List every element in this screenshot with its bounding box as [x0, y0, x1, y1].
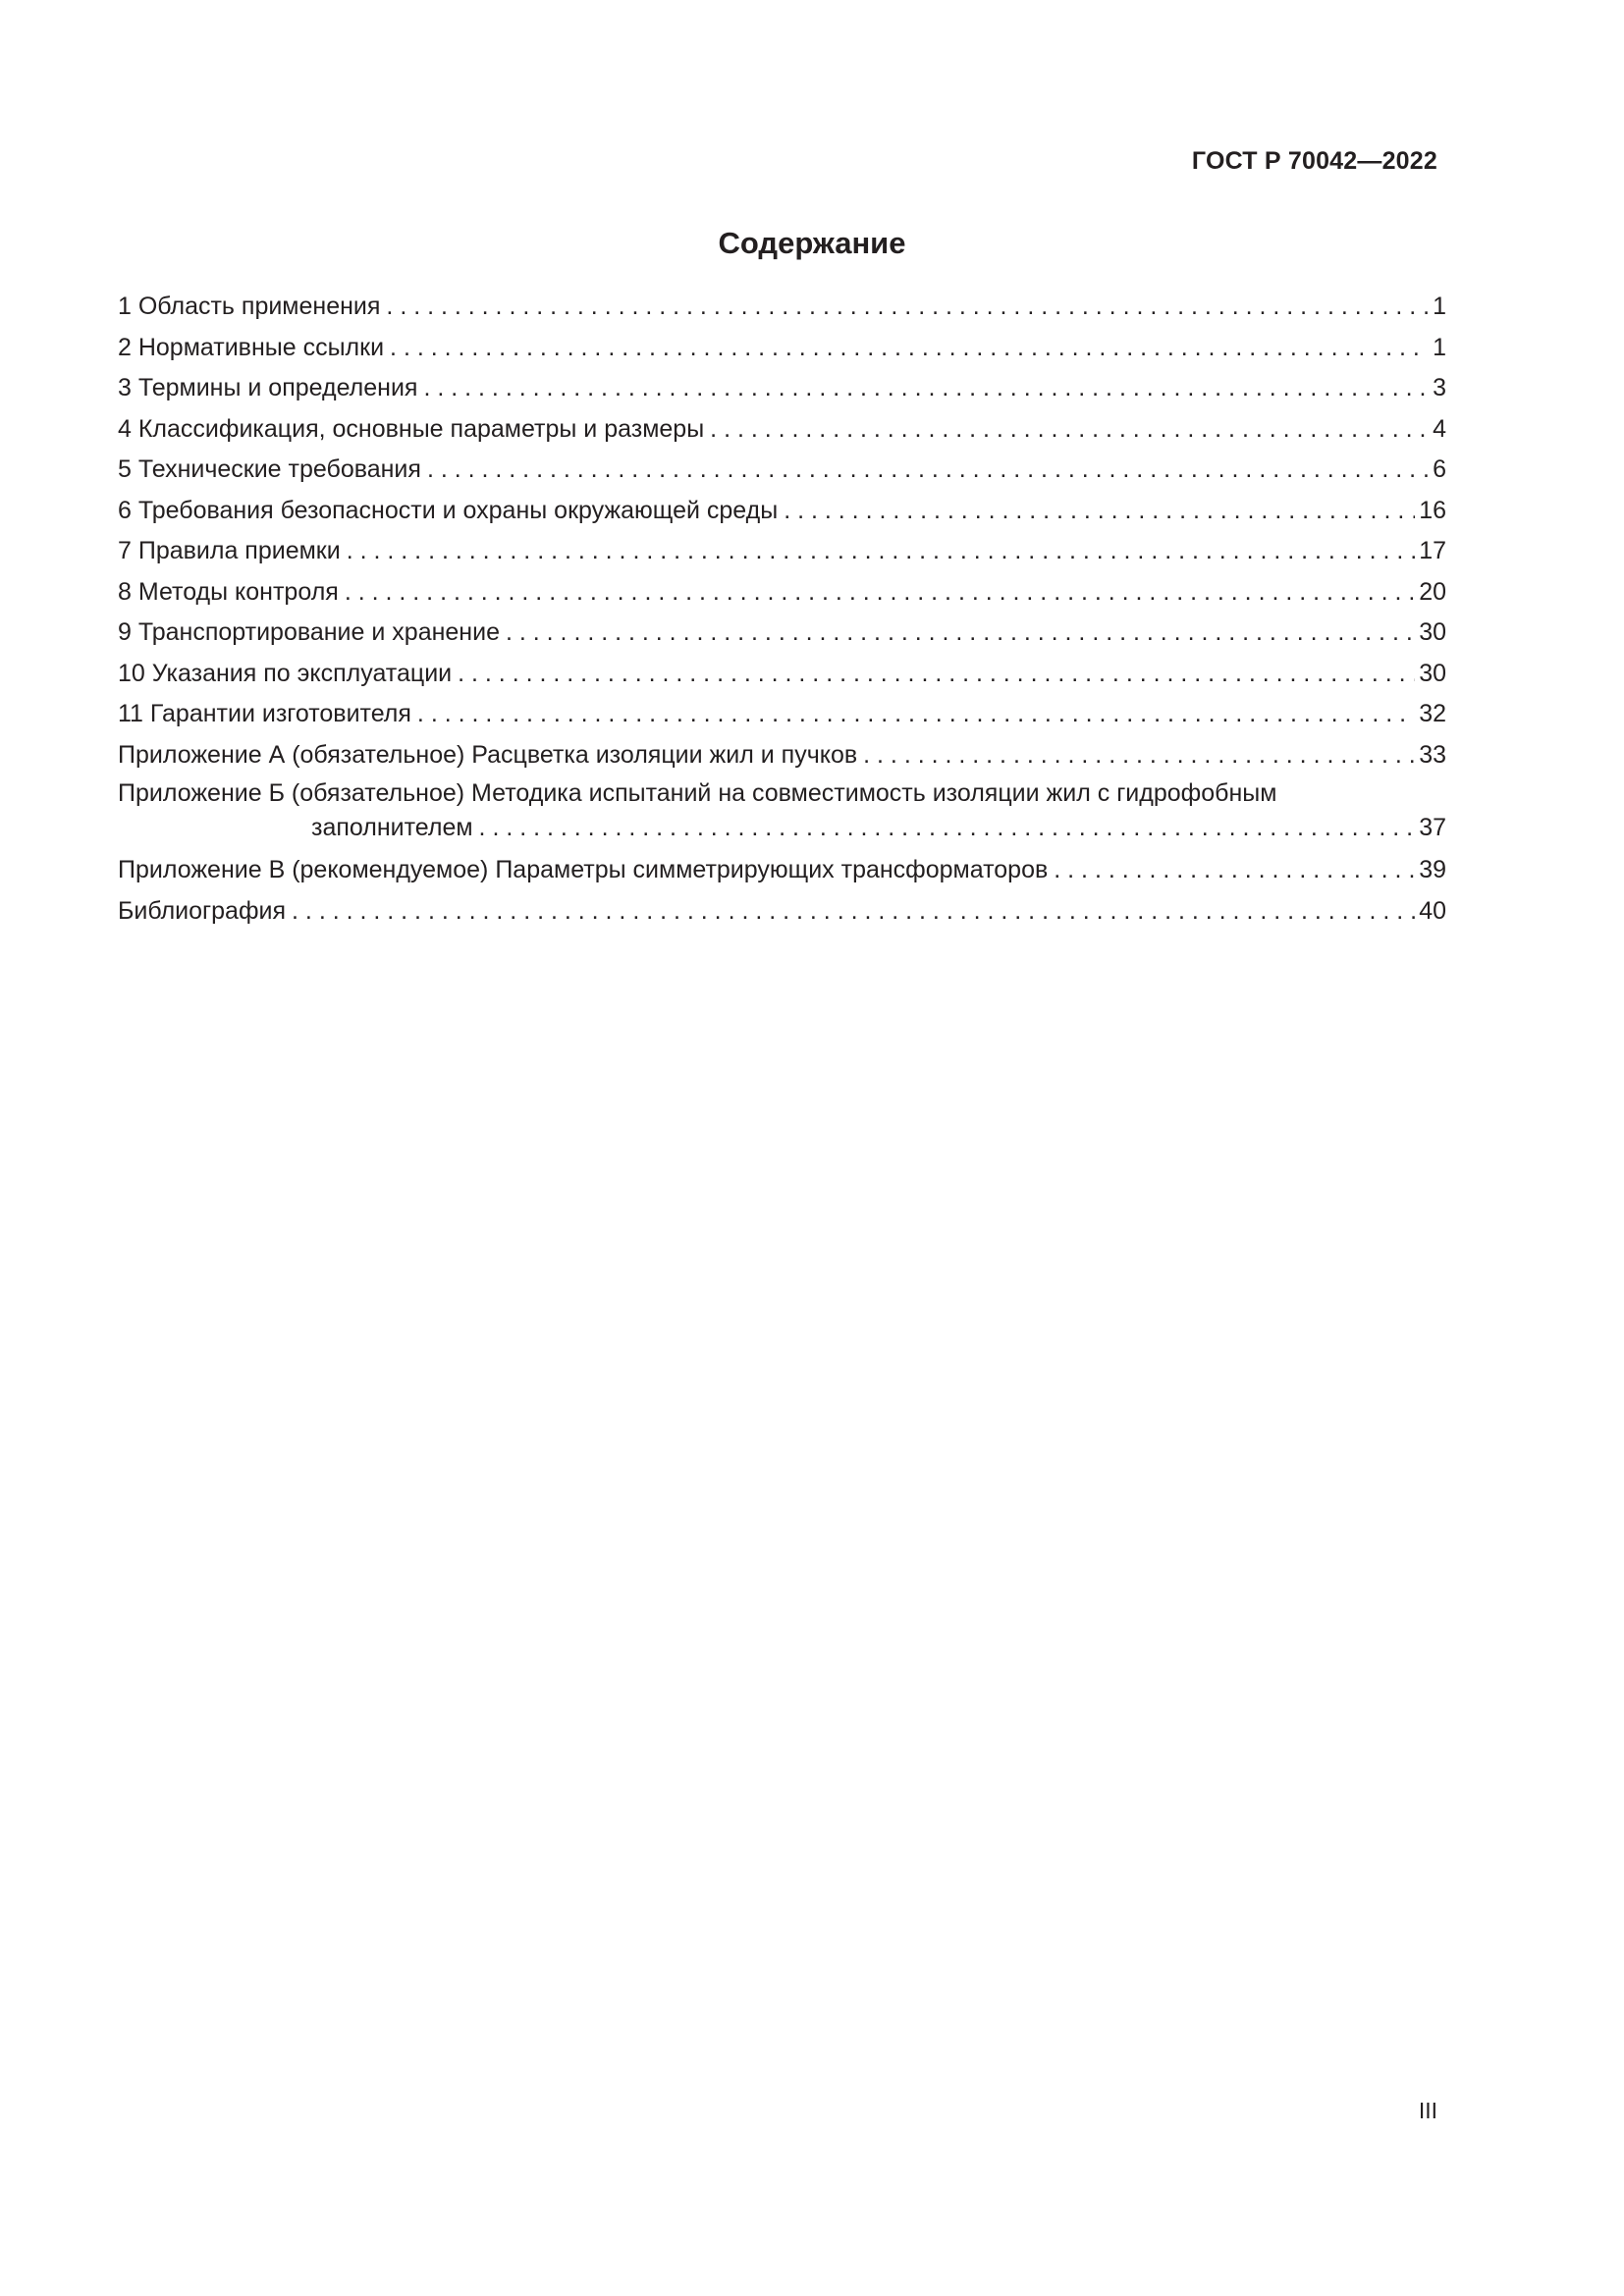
toc-entry[interactable] [118, 775, 1446, 850]
toc-entry[interactable] [118, 287, 1446, 328]
toc-entry-page: 32 [1419, 700, 1446, 727]
toc-entry[interactable] [118, 891, 1446, 933]
toc-entry[interactable] [118, 368, 1446, 409]
toc-entry-continuation-line [118, 811, 1446, 850]
toc-entry-page: 37 [1419, 814, 1446, 841]
toc-dot-leader [458, 654, 1415, 695]
toc-entry[interactable] [118, 531, 1446, 572]
toc-entry-label: 3 Термины и определения [118, 374, 418, 401]
toc-entry-page: 30 [1419, 618, 1446, 646]
toc-dot-leader [292, 891, 1415, 933]
toc-entry[interactable] [118, 409, 1446, 451]
toc-dot-leader [1054, 850, 1415, 891]
toc-entry[interactable] [118, 491, 1446, 532]
toc-entry-page: 40 [1419, 896, 1446, 925]
toc-dot-leader [386, 287, 1429, 328]
toc-entry-page: 16 [1419, 496, 1446, 524]
toc-dot-leader [863, 735, 1415, 776]
toc-entry[interactable] [118, 572, 1446, 614]
toc-entry-page: 3 [1433, 374, 1446, 401]
toc-entry-label: 9 Транспортирование и хранение [118, 618, 500, 646]
toc-entry[interactable] [118, 328, 1446, 369]
toc-entry-label: Библиография [118, 896, 287, 925]
toc-dot-leader [345, 572, 1415, 614]
toc-entry-page: 17 [1419, 537, 1446, 564]
table-of-contents [118, 287, 1446, 932]
toc-entry-page: 4 [1433, 414, 1446, 443]
toc-entry-label: 11 Гарантии изготовителя [118, 700, 411, 727]
toc-entry[interactable] [118, 850, 1446, 891]
toc-dot-leader [427, 450, 1429, 491]
toc-entry-label: 2 Нормативные ссылки [118, 333, 385, 361]
toc-dot-leader [506, 613, 1415, 654]
toc-title: Содержание [718, 226, 906, 260]
toc-dot-leader [784, 491, 1415, 532]
toc-dot-leader [710, 409, 1429, 451]
toc-entry-page: 6 [1433, 455, 1446, 483]
toc-entry-page: 39 [1419, 856, 1446, 883]
toc-entry-page: 33 [1419, 740, 1446, 769]
toc-entry-label: 4 Классификация, основные параметры и размеры [118, 414, 705, 443]
toc-dot-leader [423, 368, 1429, 409]
toc-dot-leader [347, 531, 1415, 572]
toc-entry[interactable] [118, 450, 1446, 491]
toc-entry-label: 10 Указания по эксплуатации [118, 659, 453, 687]
document-code: ГОСТ Р 70042—2022 [1191, 147, 1437, 175]
toc-entry-page: 1 [1433, 293, 1446, 320]
toc-entry-label: 6 Требования безопасности и охраны окружающей среды [118, 496, 779, 524]
toc-entry-page: 1 [1433, 333, 1446, 361]
toc-entry-label: Приложение Б (обязательное) Методика испытаний на совместимость изоляции жил с гидрофобным [118, 779, 1277, 807]
toc-entry[interactable] [118, 694, 1446, 735]
toc-entry-label: Приложение В (рекомендуемое) Параметры симметрирующих трансформаторов [118, 856, 1049, 883]
toc-dot-leader [479, 811, 1416, 844]
page-number: III [1418, 2098, 1437, 2123]
toc-entry-label: 5 Технические требования [118, 455, 421, 483]
toc-entry-label: 8 Методы контроля [118, 577, 339, 606]
toc-entry-page: 30 [1419, 659, 1446, 687]
toc-entry[interactable] [118, 613, 1446, 654]
toc-entry-continuation: заполнителем [311, 814, 473, 841]
toc-entry-label: 7 Правила приемки [118, 537, 341, 564]
toc-entry-page: 20 [1419, 577, 1446, 606]
toc-dot-leader [390, 328, 1429, 369]
toc-entry[interactable] [118, 654, 1446, 695]
toc-entry-label: 1 Область применения [118, 293, 381, 320]
toc-dot-leader [417, 694, 1415, 735]
toc-entry-label: Приложение А (обязательное) Расцветка изоляции жил и пучков [118, 740, 858, 769]
toc-entry[interactable] [118, 735, 1446, 776]
